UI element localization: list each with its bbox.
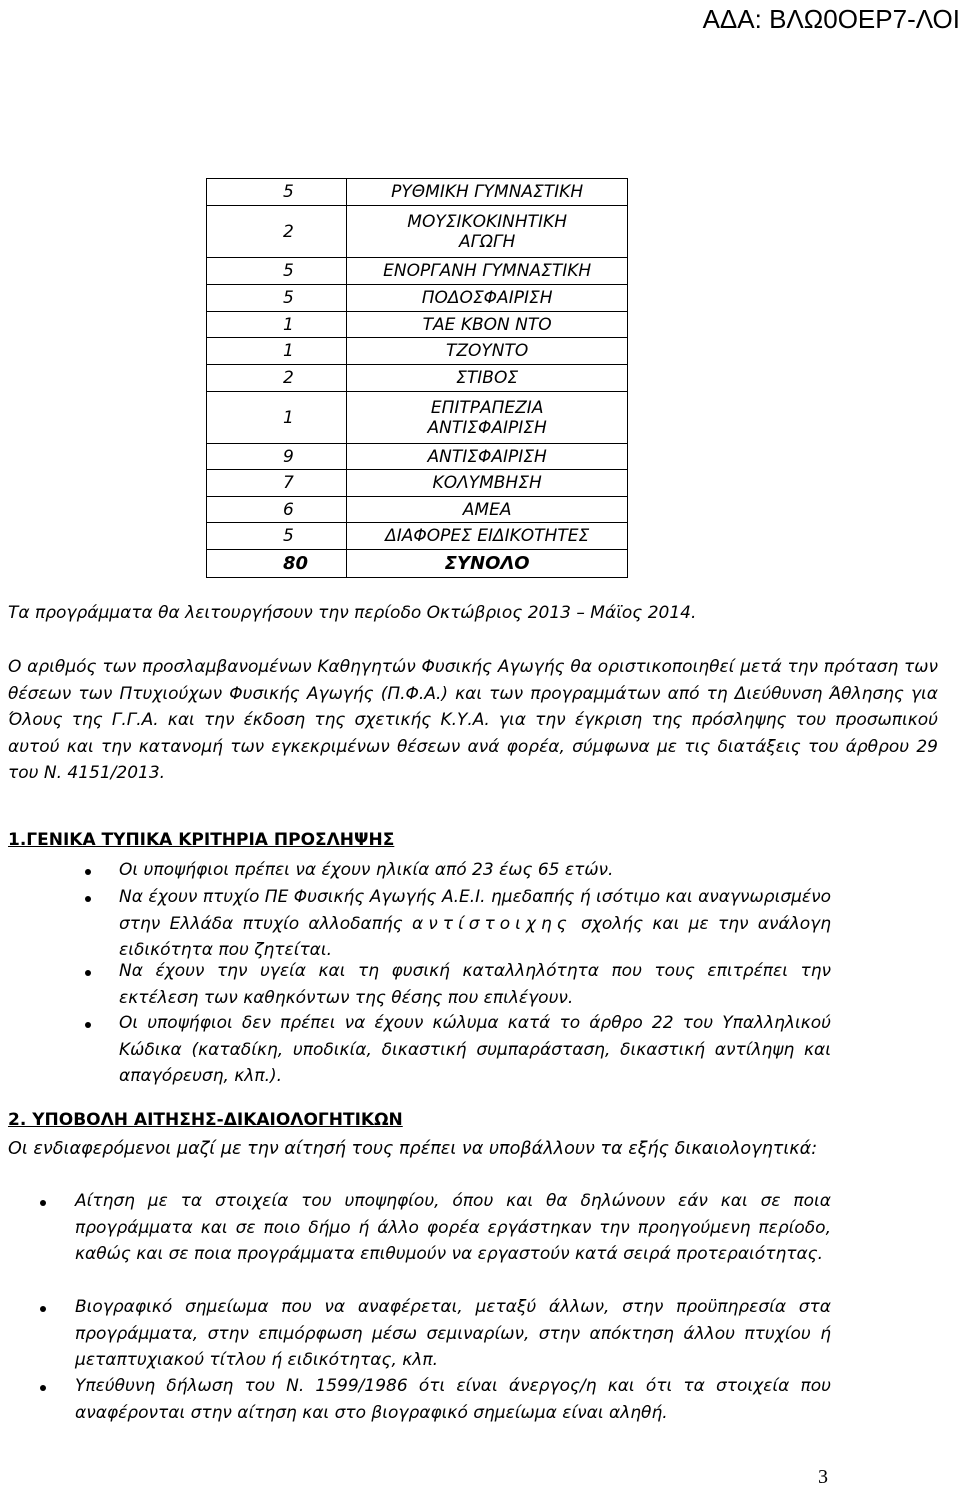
document-cv: Βιογραφικό σημείωμα που να αναφέρεται, μεταξύ άλλων, στην προϋπηρεσία στα προγράμματα, στην επιμόρφωση μέσω σεμιναρίων, στην απόκτηση άλλου πτυχίου ή μεταπτυχιακού τίτλου ή ειδικότητας, κλπ.: [75, 1297, 831, 1370]
table-row: [207, 444, 628, 470]
bullet-icon: [85, 896, 91, 902]
table-row: [207, 338, 628, 365]
row-specialty: ΤΑΕ ΚΒΟΝ ΝΤΟ: [347, 312, 628, 338]
section1-heading: 1.ΓΕΝΙΚΑ ΤΥΠΙΚΑ ΚΡΙΤΗΡΙΑ ΠΡΟΣΛΗΨΗΣ: [8, 830, 395, 850]
row-specialty: ΣΤΙΒΟΣ: [347, 365, 628, 392]
table-row: [207, 285, 628, 312]
criteria-impediment: Οι υποψήφιοι δεν πρέπει να έχουν κώλυμα κατά το άρθρο 22 του Υπαλληλικού Κώδικα (καταδίκη, υποδικία, δικαστική συμπαράσταση, δικαστική αντίληψη και απαγόρευση, κλπ.).: [119, 1013, 831, 1086]
page-number: 3: [818, 1466, 828, 1488]
row-count: 1: [207, 392, 347, 444]
row-count: 5: [207, 179, 347, 206]
row-count: 1: [207, 338, 347, 365]
total-label: ΣΥΝΟΛΟ: [347, 550, 628, 578]
row-count: 5: [207, 258, 347, 285]
programs-paragraph: Τα προγράμματα θα λειτουργήσουν την περίοδο Οκτώβριος 2013 – Μάϊος 2014.: [8, 603, 697, 623]
bullet-icon: [85, 869, 91, 875]
bullet-icon: [85, 1022, 91, 1028]
table-row: [207, 258, 628, 285]
section2-heading: 2. ΥΠΟΒΟΛΗ ΑΙΤΗΣΗΣ-ΔΙΚΑΙΟΛΟΓΗΤΙΚΩΝ: [8, 1110, 403, 1130]
criteria-health: Να έχουν την υγεία και τη φυσική καταλληλότητα που τους επιτρέπει την εκτέλεση των καθηκόντων της θέσης που επιλέγουν.: [119, 961, 831, 1008]
bullet-icon: [40, 1306, 46, 1312]
table-row: [207, 523, 628, 550]
bullet-icon: [40, 1200, 46, 1206]
document-application: Αίτηση με τα στοιχεία του υποψηφίου, όπου και θα δηλώνουν εάν και σε ποια προγράμματα και σε ποιο δήμο ή άλλο φορέα εργάστηκαν την προηγούμενη περίοδο, καθώς και σε ποια προγράμματα επιθυμούν να εργαστούν κατά σειρά προτεραιότητας.: [75, 1191, 831, 1264]
bullet-icon: [85, 970, 91, 976]
row-specialty: ΡΥΘΜΙΚΗ ΓΥΜΝΑΣΤΙΚΗ: [347, 179, 628, 206]
row-count: 2: [207, 206, 347, 258]
row-specialty: ΔΙΑΦΟΡΕΣ ΕΙΔΙΚΟΤΗΤΕΣ: [347, 523, 628, 550]
row-specialty: ΕΝΟΡΓΑΝΗ ΓΥΜΝΑΣΤΙΚΗ: [347, 258, 628, 285]
row-specialty: ΚΟΛΥΜΒΗΣΗ: [347, 470, 628, 497]
row-specialty: ΑΜΕΑ: [347, 497, 628, 523]
sports-table: [206, 178, 628, 578]
bullet-icon: [40, 1385, 46, 1391]
table-row: [207, 206, 628, 258]
row-specialty: ΠΟΔΟΣΦΑΙΡΙΣΗ: [347, 285, 628, 312]
row-specialty: ΤΖΟΥΝΤΟ: [347, 338, 628, 365]
teachers-paragraph: Ο αριθμός των προσλαμβανομένων Καθηγητών Φυσικής Αγωγής θα οριστικοποιηθεί μετά την πρόταση των θέσεων των Πτυχιούχων Φυσικής Αγωγής (Π.Φ.Α.) και των προγραμμάτων από τη Διεύθυνση Άθλησης για Όλους της Γ.Γ.Α. και την έκδοση της σχετικής Κ.Υ.Α. για την έγκριση της πρόσληψης του προσωπικού αυτού και την κατανομή των εγκεκριμένων θέσεων ανά φορέα, σύμφωνα με τις διατάξεις του άρθρου 29 του Ν. 4151/2013.: [8, 657, 938, 783]
row-count: 6: [207, 497, 347, 523]
table-row: [207, 497, 628, 523]
row-count: 2: [207, 365, 347, 392]
row-count: 9: [207, 444, 347, 470]
row-count: 5: [207, 285, 347, 312]
criteria-degree-text: Να έχουν πτυχίο ΠΕ Φυσικής Αγωγής Α.Ε.Ι. ημεδαπής ή ισότιμο και αναγνωρισμένο στην Ελλάδα πτυχίο αλλοδαπής: [119, 887, 831, 934]
table-row: [207, 470, 628, 497]
row-count: 1: [207, 312, 347, 338]
table-row: [207, 392, 628, 444]
row-count: 5: [207, 523, 347, 550]
criteria-degree: [119, 884, 831, 964]
section2-intro: Οι ενδιαφερόμενοι μαζί με την αίτησή τους πρέπει να υποβάλλουν τα εξής δικαιολογητικά:: [8, 1139, 818, 1159]
table-row: [207, 312, 628, 338]
criteria-degree-spaced: αντίστοιχης: [412, 913, 572, 934]
criteria-age: Οι υποψήφιοι πρέπει να έχουν ηλικία από 23 έως 65 ετών.: [119, 860, 614, 880]
ada-code: ΑΔΑ: ΒΛΩ0ΟΕΡ7-ΛΟΙ: [702, 4, 960, 34]
row-specialty: ΑΝΤΙΣΦΑΙΡΙΣΗ: [347, 444, 628, 470]
criteria-degree-tail: σχολής και με την ανάλογη ειδικότητα που ζητείται.: [119, 913, 831, 960]
document-declaration: Υπεύθυνη δήλωση του Ν. 1599/1986 ότι είναι άνεργος/η και ότι τα στοιχεία που αναφέρονται στην αίτηση και στο βιογραφικό σημείωμα είναι αληθή.: [75, 1376, 831, 1423]
row-specialty: ΜΟΥΣΙΚΟΚΙΝΗΤΙΚΗ ΑΓΩΓΗ: [347, 206, 628, 258]
row-specialty: ΕΠΙΤΡΑΠΕΖΙΑ ΑΝΤΙΣΦΑΙΡΙΣΗ: [347, 392, 628, 444]
table-row: [207, 179, 628, 206]
table-row: [207, 365, 628, 392]
row-count: 7: [207, 470, 347, 497]
total-count: 80: [207, 550, 347, 578]
total-row: [207, 550, 628, 578]
